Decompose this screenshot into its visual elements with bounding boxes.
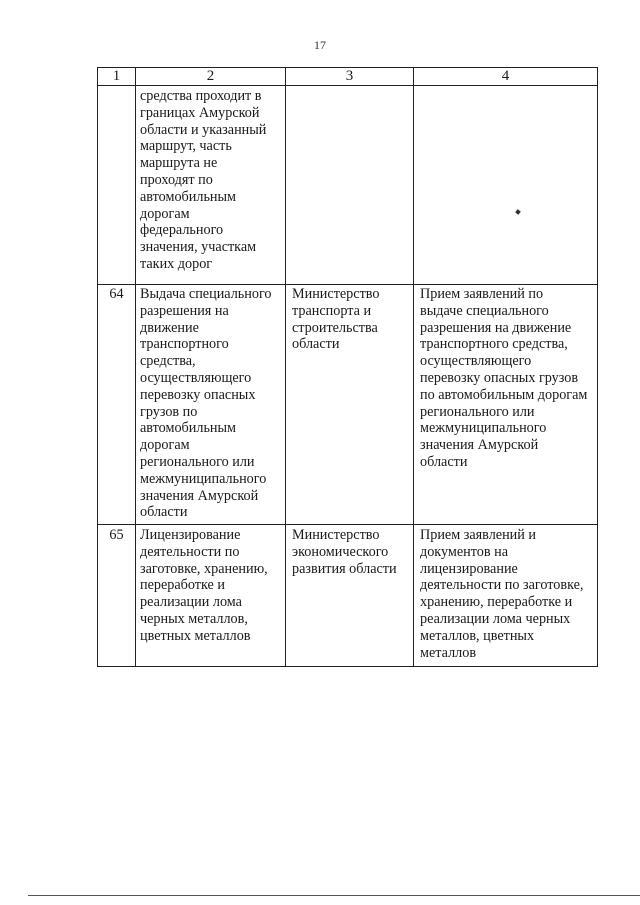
- table-row: [98, 285, 598, 525]
- authority: [286, 86, 414, 285]
- mfc-service: [414, 86, 598, 285]
- row-number: 65: [98, 525, 136, 667]
- scan-edge-line: [28, 895, 640, 896]
- service-name: Лицензирование деятельности по заготовке, хранению, переработке и реализации лома черных металлов, цветных металлов: [136, 525, 286, 667]
- header-col-1: 1: [98, 68, 136, 86]
- table-header-row: [98, 68, 598, 86]
- service-name: средства проходит в границах Амурской области и указанный маршрут, часть маршрута не проходят по автомобильным дорогам федерального значения, участкам таких дорог: [136, 86, 286, 285]
- table-row: [98, 86, 598, 285]
- header-col-2: 2: [136, 68, 286, 86]
- authority: Министерство экономического развития области: [286, 525, 414, 667]
- services-table: [97, 67, 598, 667]
- page-number: 17: [314, 38, 326, 52]
- row-number: 64: [98, 285, 136, 525]
- header-col-3: 3: [286, 68, 414, 86]
- row-number: [98, 86, 136, 285]
- header-col-4: 4: [414, 68, 598, 86]
- authority: Министерство транспорта и строительства области: [286, 285, 414, 525]
- mfc-service: Прием заявлений по выдаче специального разрешения на движение транспортного средства, осуществляющего перевозку опасных грузов по автомобильным дорогам регионального или межмуниципального значения Амурской области: [414, 285, 598, 525]
- mfc-service: Прием заявлений и документов на лицензирование деятельности по заготовке, хранению, переработке и реализации лома черных металлов, цветных металлов: [414, 525, 598, 667]
- service-name: Выдача специального разрешения на движение транспортного средства, осуществляющего перевозку опасных грузов по автомобильным дорогам регионального или межмуниципального значения Амурской области: [136, 285, 286, 525]
- table-row: [98, 525, 598, 667]
